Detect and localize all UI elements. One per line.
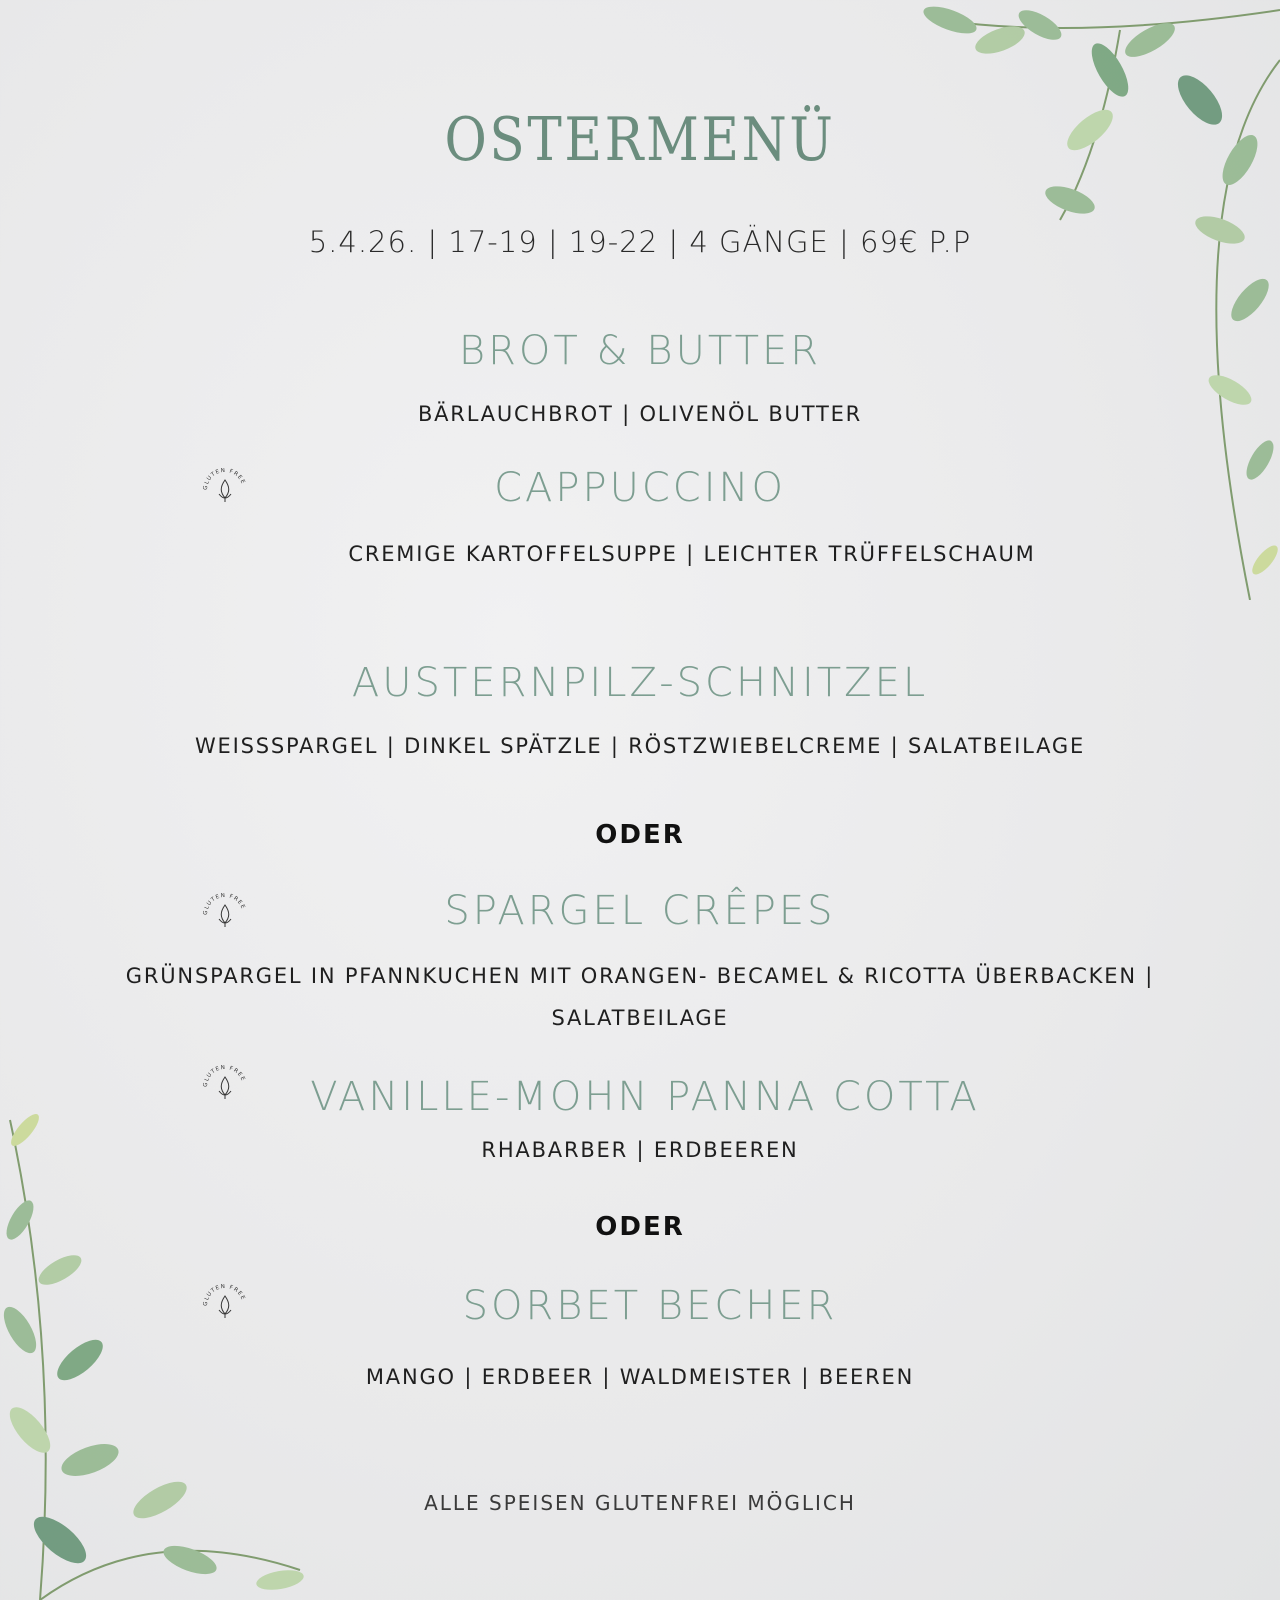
course-description: CREMIGE KARTOFFELSUPPE | LEICHTER TRÜFFELSCHAUM — [348, 542, 1036, 566]
event-info: 5.4.26. | 17-19 | 19-22 | 4 GÄNGE | 69€ P.P — [308, 225, 972, 259]
course-description-line2: SALATBEILAGE — [551, 1006, 729, 1030]
gluten-free-icon — [202, 892, 248, 938]
course-name: SPARGEL CRÊPES — [444, 888, 836, 934]
gluten-free-icon — [202, 467, 248, 513]
gluten-free-icon — [202, 1283, 248, 1329]
leaf-decoration-bottom-left — [0, 1100, 320, 1600]
course-description: MANGO | ERDBEER | WALDMEISTER | BEEREN — [365, 1365, 915, 1389]
course-description: RHABARBER | ERDBEEREN — [481, 1138, 799, 1162]
gluten-free-badge-text: GLUTEN FREE — [202, 1283, 247, 1307]
gluten-free-badge-text: GLUTEN FREE — [202, 467, 247, 491]
course-name: BROT & BUTTER — [458, 328, 822, 374]
footer-note: ALLE SPEISEN GLUTENFREI MÖGLICH — [424, 1491, 856, 1515]
gluten-free-badge-text: GLUTEN FREE — [202, 892, 247, 916]
course-description: BÄRLAUCHBROT | OLIVENÖL BUTTER — [417, 402, 863, 426]
course-name: SORBET BECHER — [462, 1283, 838, 1329]
course-name: VANILLE-MOHN PANNA COTTA — [310, 1074, 980, 1120]
course-description: GRÜNSPARGEL IN PFANNKUCHEN MIT ORANGEN- BECAMEL & RICOTTA ÜBERBACKEN | — [125, 964, 1155, 988]
course-name: AUSTERNPILZ-SCHNITZEL — [351, 660, 929, 706]
course-name: CAPPUCCINO — [494, 465, 786, 511]
gluten-free-icon — [202, 1064, 248, 1110]
course-description: WEISSSPARGEL | DINKEL SPÄTZLE | RÖSTZWIEBELCREME | SALATBEILAGE — [194, 734, 1086, 758]
gluten-free-badge-text: GLUTEN FREE — [202, 1064, 247, 1088]
oder-label: ODER — [595, 1212, 685, 1242]
menu-title: OSTERMENÜ — [444, 105, 836, 175]
oder-label: ODER — [595, 820, 685, 850]
